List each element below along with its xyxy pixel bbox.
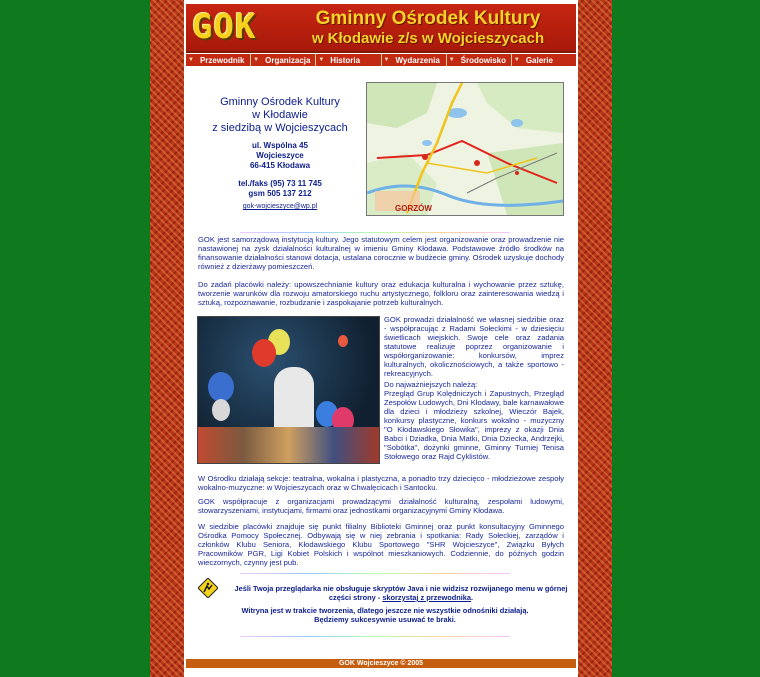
site-title-line1: Gminny Ośrodek Kultury xyxy=(315,8,541,29)
construction-text-1: Witryna jest w trakcie tworzenia, dlatego jeszcze nie wszystkie odnośniki działają. xyxy=(241,606,529,615)
region-map[interactable] xyxy=(366,82,564,216)
menu-item-przewodnik[interactable]: ▼ Przewodnik xyxy=(186,54,251,66)
paragraph-cooperation: GOK współpracuje z organizacjami prowadzącymi działalność kulturalną, zespołami ludowymi, stowarzyszeniami, instytucjami, firmami oraz jednostkami organizacyjnymi Gminy Kłodawa. xyxy=(198,497,564,515)
balloon-blue xyxy=(208,372,234,402)
phone-gsm: gsm 505 137 212 xyxy=(248,189,312,198)
site-footer: GOK Wojcieszyce © 2005 xyxy=(186,659,576,668)
menu-item-historia[interactable]: ▼ Historia xyxy=(316,54,381,66)
javascript-notice: Jeśli Twoja przeglądarka nie obsługuje skryptów Java i nie widzisz rozwijanego menu w górnej części strony - skorzystaj z przewodnika. xyxy=(234,584,568,602)
paragraph-tasks: Do zadań placówki należy: upowszechnianie kultury oraz edukacja kulturalna i wychowanie przez sztukę, tworzenie warunków dla rozwoju amatorskiego ruchu artystycznego, folkloru oraz zainteresowania wiedzą i sztuką, rozpoznawanie, rozbudzanie i zaspokajanie potrzeb kulturalnych. xyxy=(198,280,564,307)
chevron-down-icon: ▼ xyxy=(318,57,325,63)
site-title xyxy=(282,8,574,48)
paragraph-events-title: Do najważniejszych należą: xyxy=(384,380,478,389)
chevron-down-icon: ▼ xyxy=(188,57,194,63)
gok-logo[interactable]: GOK xyxy=(192,7,257,47)
menu-item-organizacja[interactable]: ▼ Organizacja xyxy=(251,54,316,66)
notice-text: Jeśli Twoja przeglądarka nie obsługuje skryptów Java i nie widzisz rozwijanego menu w górnej części strony - xyxy=(234,584,568,602)
phone-fax: tel./faks (95) 73 11 745 xyxy=(238,179,322,188)
chevron-down-icon: ▼ xyxy=(253,57,260,63)
main-menu xyxy=(186,54,576,66)
menu-item-wydarzenia[interactable]: ▼ Wydarzenia xyxy=(382,54,447,66)
map-city-label: GORZÓW xyxy=(395,204,432,213)
construction-notice xyxy=(200,606,570,624)
address-block xyxy=(200,141,360,171)
paragraph-sections: W Ośrodku działają sekcje: teatralna, wokalna i plastyczna, a ponadto trzy dziecięco - młodzieżowe zespoły wokalno-muzyczne: w Wojcieszycach oraz w Chwalęcicach i Santocku. xyxy=(198,474,564,492)
balloon-red xyxy=(252,339,276,367)
paragraph-activities: GOK prowadzi działalność we własnej siedzibie oraz - współpracując z Radami Sołeckimi - w dziesięciu świetlicach wiejskich. Swoje cele oraz zadania statutowe realizuje poprzez organizowanie i współorganizowanie: konkursów, imprez kulturalnych, okolicznościowych, a także sportowo - rekreacyjnych. xyxy=(384,315,564,378)
construction-text-2: Będziemy sukcesywnie usuwać te braki. xyxy=(314,615,456,624)
org-name-line1: Gminny Ośrodek Kultury xyxy=(220,96,340,108)
paragraph-facilities: W siedzibie placówki znajduje się punkt filialny Biblioteki Gminnej oraz punkt konsultacyjny Gminnego Ośrodka Pomocy Społecznej. Odbywają się w niej zebrania i spotkania: Rady Sołeckiej, zarządów i członków Klubu Seniora, Kłodawskiego Klubu Sportowego "SHR Wojcieszyce", Związku Byłych Pracowników PGR, Ligi Kobiet Polskich i wspólnot mieszkaniowych. Codziennie, do późnych godzin wieczornych, czynny jest pub. xyxy=(198,522,564,567)
address-town: Wojcieszyce xyxy=(256,151,304,160)
balloon-white xyxy=(212,399,230,421)
org-name-line3: z siedzibą w Wojcieszycach xyxy=(212,122,348,134)
email-link[interactable]: gok-wojcieszyce@wp.pl xyxy=(242,203,318,210)
balloon-small xyxy=(338,335,348,347)
paragraph-events: Przegląd Grup Kolędniczych i Zapustnych, Przegląd Zespołów Ludowych, Dni Kłodawy, bale karnawałowe dla dzieci i młodzieży szkolnej, Wieczór Bajek, konkursy plastyczne, konkurs wokalno - muzyczny "O Kłodawskiego Słowika", imprezy z okazji Dnia Babci i Dziadka, Dnia Matki, Dnia Dziecka, Andrzejki, "Sobótka", dożynki gminne, Gminny Turniej Tenisa Stołowego oraz Rajd Cyklistów. xyxy=(384,389,564,461)
chevron-down-icon: ▼ xyxy=(383,57,390,63)
divider-top xyxy=(240,232,510,233)
crowd xyxy=(198,427,379,463)
event-photo xyxy=(197,316,380,464)
site-title-line2: w Kłodawie z/s w Wojcieszycach xyxy=(311,30,545,47)
guide-link[interactable]: skorzystaj z przewodnika xyxy=(382,593,472,602)
site-header xyxy=(186,4,576,53)
menu-item-srodowisko[interactable]: ▼ Środowisko xyxy=(447,54,512,66)
under-construction-icon xyxy=(198,578,218,598)
paragraph-intro: GOK jest samorządową instytucją kultury. Jego statutowym celem jest organizowanie oraz prowadzenie nie nastawionej na zysk działalności kulturalnej w imieniu Gminy Kłodawa. Podstawowe źródło środków na finansowanie działalności stanowi dotacja, ustalana corocznie w budżecie gminy. Ośrodek uzyskuje dochody również z dzierżawy pomieszczeń. xyxy=(198,235,564,271)
contact-block xyxy=(200,96,360,210)
chevron-down-icon: ▼ xyxy=(513,57,520,63)
org-name-line2: w Kłodawie xyxy=(252,109,308,121)
address-street: ul. Wspólna 45 xyxy=(251,141,308,150)
menu-item-galerie[interactable]: ▼ Galerie xyxy=(513,55,553,65)
map-graphic xyxy=(367,83,563,215)
divider-bottom xyxy=(240,636,510,637)
divider-middle xyxy=(240,573,510,574)
chevron-down-icon: ▼ xyxy=(448,57,455,63)
address-postal: 66-415 Kłodawa xyxy=(249,161,311,170)
phone-block xyxy=(200,179,360,199)
